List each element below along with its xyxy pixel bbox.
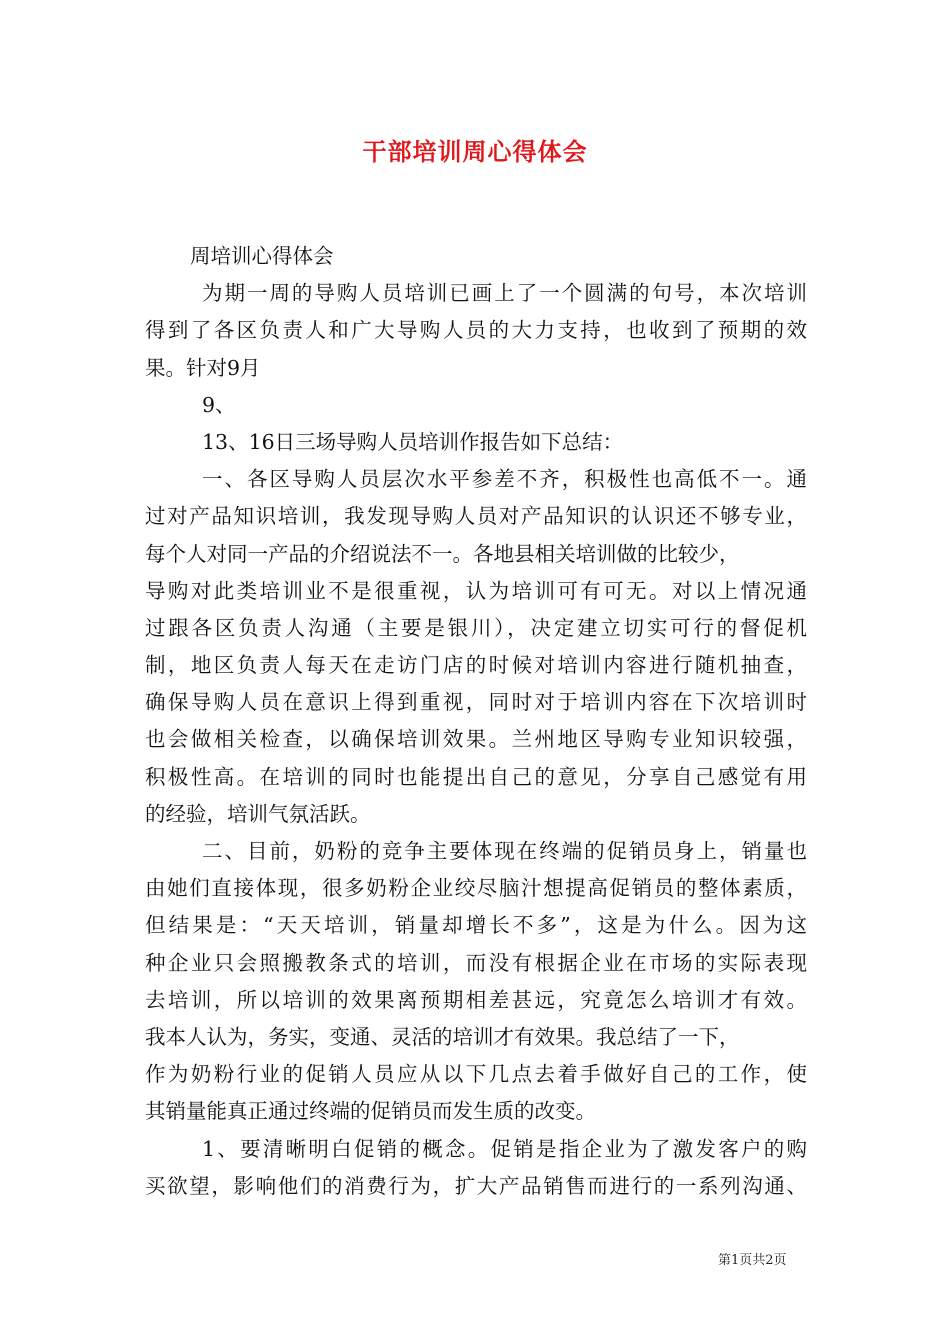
- text-line: 过对产品知识培训，我发现导购人员对产品知识的认识还不够专业，: [145, 504, 807, 529]
- text-line: 过跟各区负责人沟通（主要是银川），决定建立切实可行的督促机: [145, 615, 807, 640]
- text-line: 也会做相关检查，以确保培训效果。兰州地区导购专业知识较强，: [145, 727, 807, 752]
- text-line: 由她们直接体现，很多奶粉企业绞尽脑汁想提高促销员的整体素质，: [145, 876, 807, 901]
- text-line: 一、各区导购人员层次水平参差不齐，积极性也高低不一。通: [202, 467, 807, 492]
- text-line: 周培训心得体会: [190, 244, 334, 268]
- text-line: 每个人对同一产品的介绍说法不一。各地县相关培训做的比较少，: [145, 541, 740, 566]
- text-line: 13、16日三场导购人员培训作报告如下总结：: [202, 429, 624, 454]
- text-line: 导购对此类培训业不是很重视，认为培训可有可无。对以上情况通: [145, 578, 807, 603]
- text-line: 的经验，培训气氛活跃。: [145, 801, 371, 826]
- text-line: 种企业只会照搬教条式的培训，而没有根据企业在市场的实际表现: [145, 950, 807, 975]
- text-line: 1、要清晰明白促销的概念。促销是指企业为了激发客户的购: [202, 1136, 807, 1161]
- text-line: 作为奶粉行业的促销人员应从以下几点去着手做好自己的工作，使: [145, 1062, 807, 1087]
- text-line: 二、目前，奶粉的竞争主要体现在终端的促销员身上，销量也: [202, 839, 807, 863]
- text-line: 但结果是：“天天培训，销量却增长不多”，这是为什么。因为这: [145, 913, 807, 938]
- text-line: 其销量能真正通过终端的促销员而发生质的改变。: [145, 1099, 596, 1124]
- text-line: 制，地区负责人每天在走访门店的时候对培训内容进行随机抽查，: [145, 653, 807, 678]
- text-line: 积极性高。在培训的同时也能提出自己的意见，分享自己感觉有用: [145, 764, 807, 789]
- text-line: 我本人认为，务实，变通、灵活的培训才有效果。我总结了一下，: [145, 1024, 740, 1049]
- text-line: 为期一周的导购人员培训已画上了一个圆满的句号，本次培训: [202, 281, 807, 306]
- page-number: 第1页共2页: [718, 1253, 787, 1268]
- document-title: 干部培训周心得体会: [362, 137, 588, 166]
- text-line: 果。针对9月: [145, 355, 261, 380]
- document-body: [145, 238, 807, 1205]
- text-line: 9、: [202, 392, 236, 417]
- text-line: 确保导购人员在意识上得到重视，同时对于培训内容在下次培训时: [145, 690, 807, 715]
- text-line: 买欲望，影响他们的消费行为，扩大产品销售而进行的一系列沟通、: [145, 1173, 807, 1198]
- text-line: 去培训，所以培训的效果离预期相差甚远，究竟怎么培训才有效。: [145, 987, 807, 1012]
- text-line: 得到了各区负责人和广大导购人员的大力支持，也收到了预期的效: [145, 318, 807, 343]
